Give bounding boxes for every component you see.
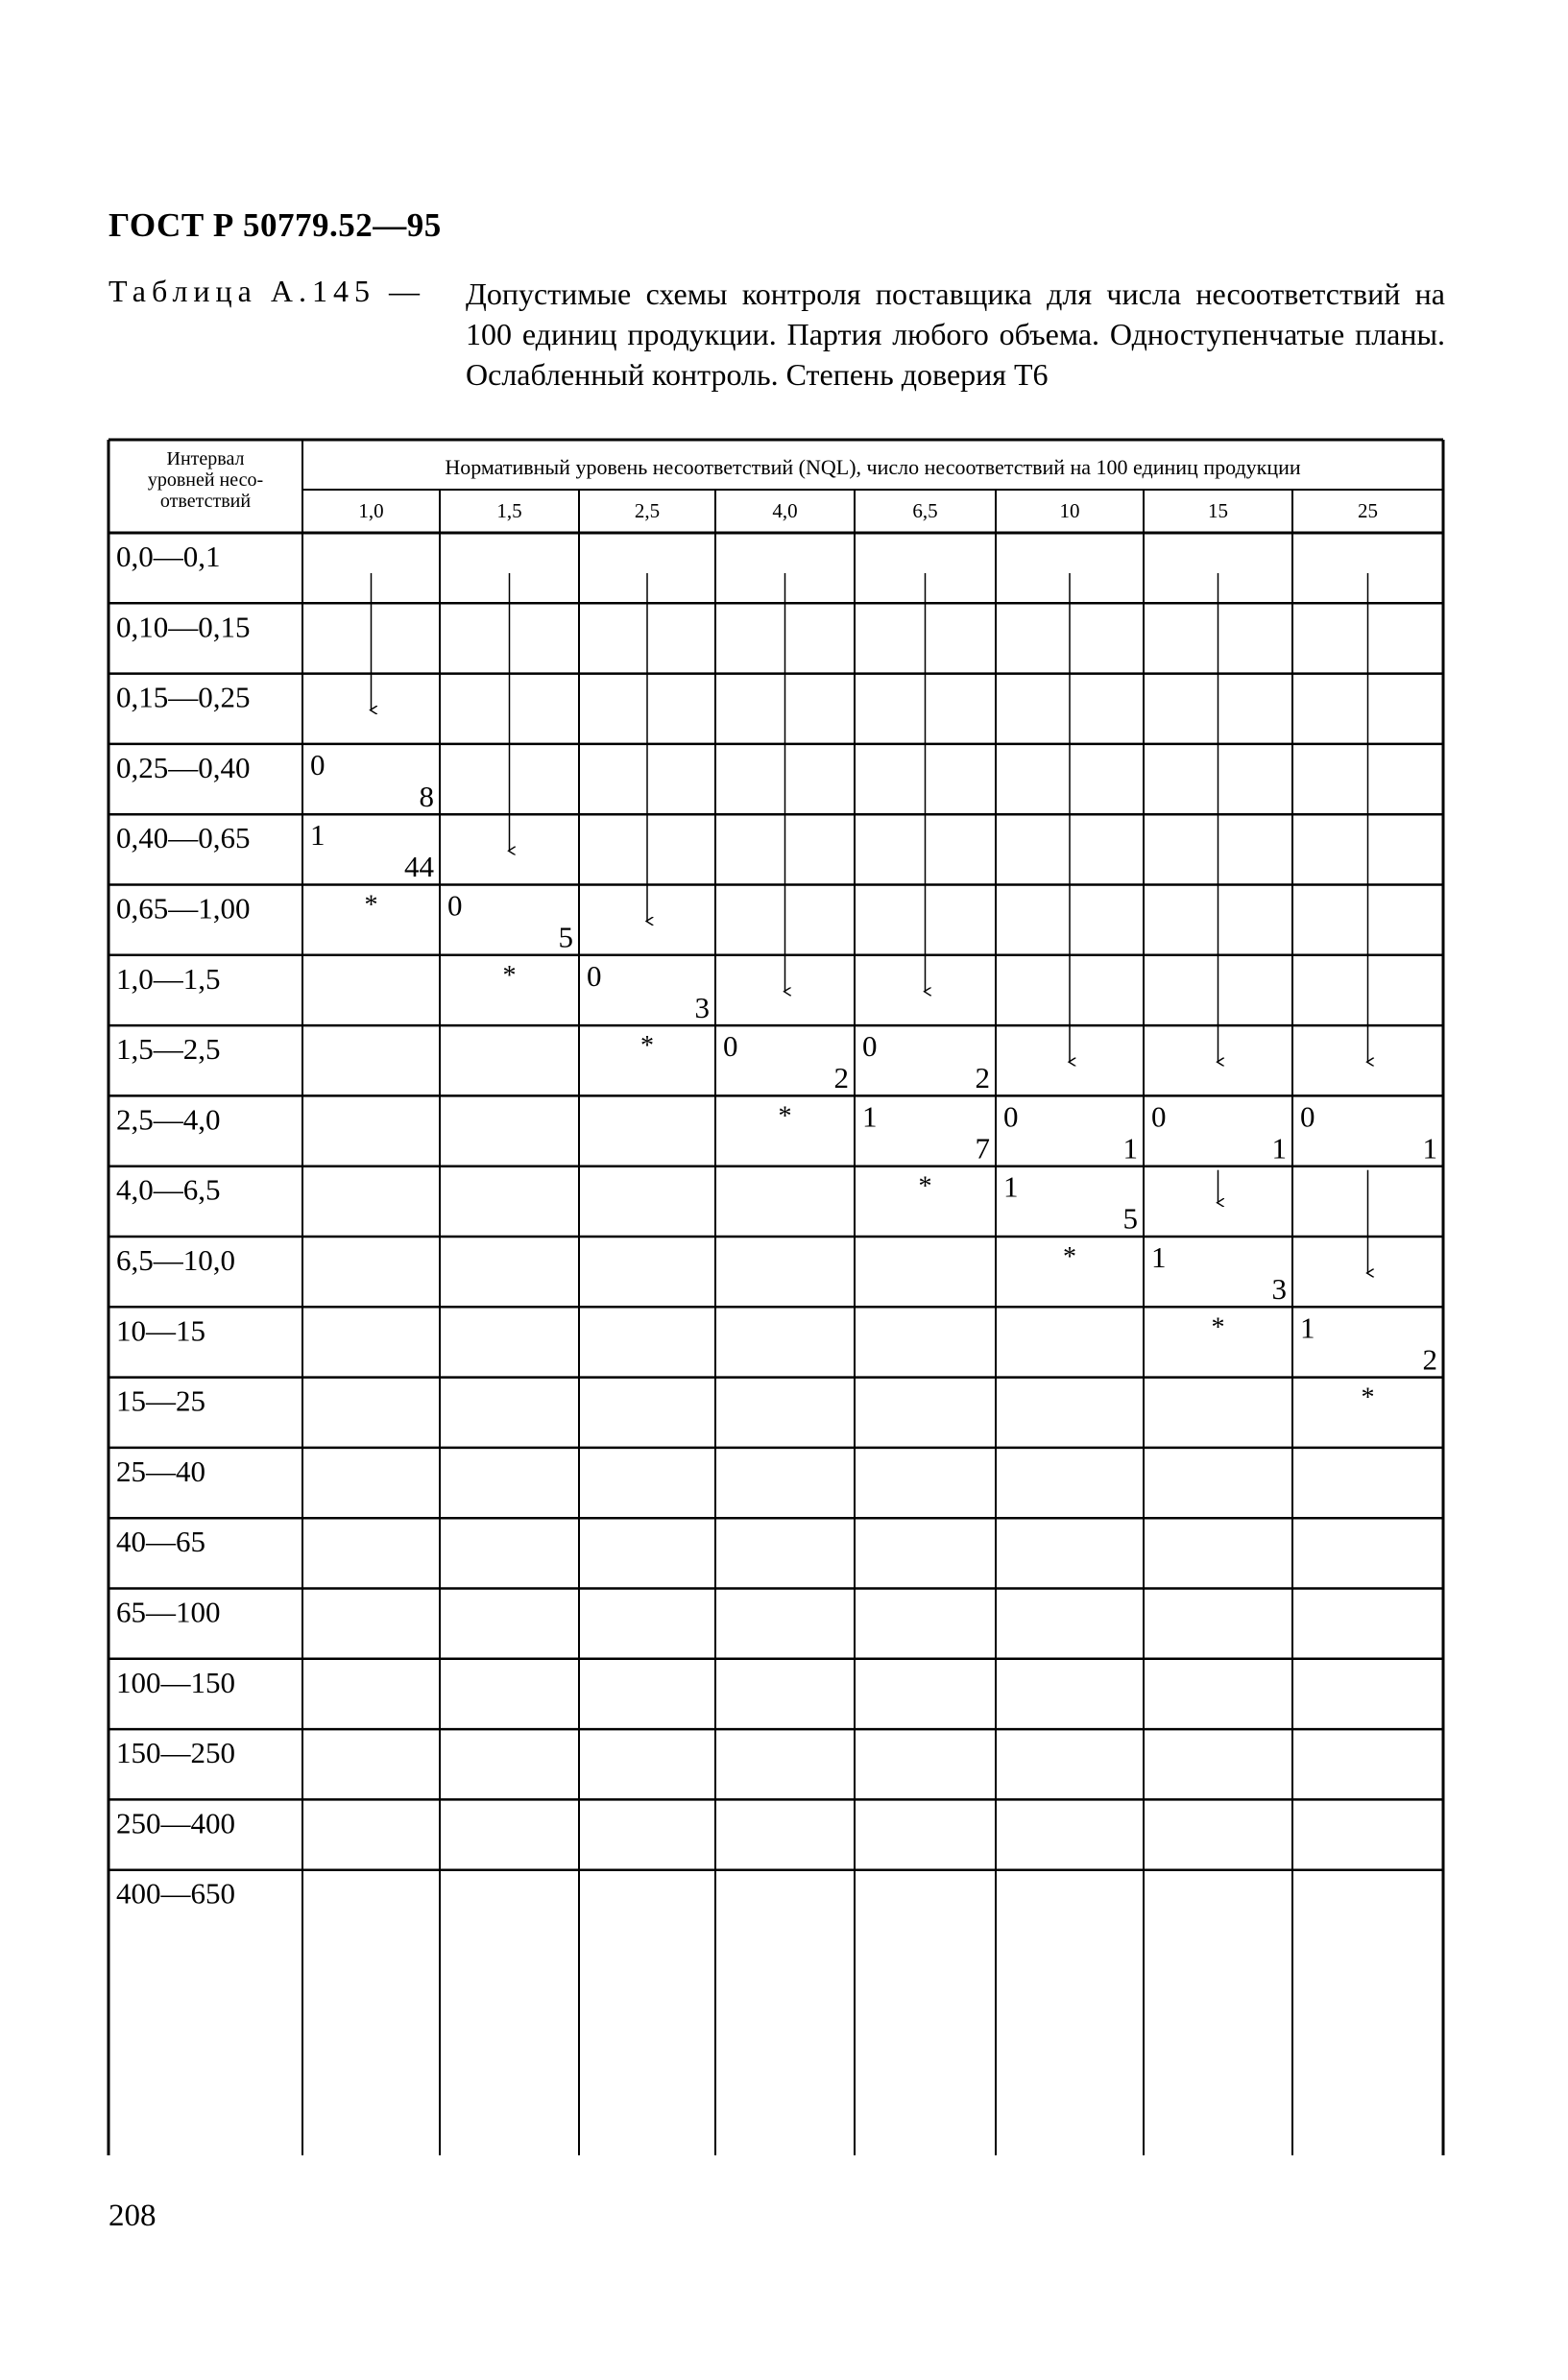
column-header-7: 25: [1358, 499, 1378, 522]
no-plan-marker: *: [918, 1171, 932, 1202]
acceptance-number: 1: [862, 1099, 878, 1134]
table-content: [116, 448, 1437, 1911]
acceptance-number: 1: [310, 818, 326, 853]
col-group-header: Нормативный уровень несоответствий (NQL), число несоответствий на 100 единиц продукции: [445, 455, 1301, 479]
sample-size: 44: [404, 850, 434, 884]
row-label: 150—250: [116, 1736, 235, 1770]
row-label: 0,40—0,65: [116, 821, 251, 855]
sample-size: 7: [975, 1131, 990, 1166]
column-header-1: 1,5: [496, 499, 522, 522]
row-label: 0,25—0,40: [116, 750, 251, 784]
no-plan-marker: *: [1211, 1312, 1225, 1343]
sample-size: 3: [694, 990, 710, 1024]
sample-size: 1: [1271, 1131, 1287, 1166]
table-caption-label: Таблица А.145 —: [109, 274, 425, 308]
row-label: 65—100: [116, 1595, 221, 1629]
row-label: 100—150: [116, 1665, 235, 1699]
table-grid: [109, 440, 1443, 2155]
acceptance-number: 0: [1151, 1099, 1167, 1134]
sample-size: 1: [1122, 1131, 1138, 1166]
acceptance-number: 1: [1300, 1310, 1315, 1345]
sample-size: 1: [1422, 1131, 1437, 1166]
acceptance-number: 0: [310, 747, 326, 781]
row-header-text: уровней несо-: [147, 469, 264, 491]
sample-size: 2: [833, 1061, 849, 1095]
acceptance-number: 0: [587, 958, 602, 993]
row-label: 4,0—6,5: [116, 1172, 221, 1207]
row-label: 1,5—2,5: [116, 1032, 221, 1067]
acceptance-number: 0: [1003, 1099, 1019, 1134]
sample-size: 5: [558, 920, 573, 954]
column-header-3: 4,0: [772, 499, 798, 522]
column-header-2: 2,5: [634, 499, 661, 522]
acceptance-number: 0: [862, 1029, 878, 1064]
row-label: 0,15—0,25: [116, 680, 251, 714]
table-caption-text: Допустимые схемы контроля поставщика для числа несоответствий на 100 единиц продукции. Партия любого объема. Одноступенчатые планы. Ослабленный контроль. Степень доверия Т6: [466, 276, 1445, 392]
no-plan-marker: *: [502, 960, 517, 991]
sample-size: 5: [1122, 1201, 1138, 1236]
row-label: 250—400: [116, 1806, 235, 1840]
row-label: 25—40: [116, 1454, 205, 1488]
acceptance-number: 1: [1151, 1240, 1167, 1274]
no-plan-marker: *: [364, 890, 378, 921]
row-label: 10—15: [116, 1313, 205, 1348]
sample-size: 3: [1271, 1272, 1287, 1306]
sample-size: 2: [1422, 1342, 1437, 1377]
row-label: 15—25: [116, 1383, 205, 1418]
page-number: 208: [109, 2199, 157, 2233]
no-plan-marker: *: [640, 1031, 654, 1062]
column-header-4: 6,5: [912, 499, 938, 522]
column-header-6: 15: [1208, 499, 1228, 522]
acceptance-number: 1: [1003, 1169, 1019, 1204]
document-code: ГОСТ Р 50779.52—95: [109, 206, 442, 244]
row-label: 6,5—10,0: [116, 1243, 235, 1277]
row-label: 2,5—4,0: [116, 1102, 221, 1137]
row-label: 40—65: [116, 1525, 205, 1559]
sample-size: 8: [419, 779, 434, 813]
no-plan-marker: *: [1361, 1382, 1375, 1413]
row-label: 0,65—1,00: [116, 891, 251, 926]
acceptance-number: 0: [447, 888, 463, 923]
column-header-5: 10: [1059, 499, 1080, 522]
acceptance-number: 0: [723, 1029, 738, 1064]
row-label: 0,0—0,1: [116, 540, 221, 573]
acceptance-number: 0: [1300, 1099, 1315, 1134]
no-plan-marker: *: [1063, 1242, 1076, 1272]
row-label: 1,0—1,5: [116, 961, 221, 996]
sample-size: 2: [975, 1061, 990, 1095]
row-header-text: ответствий: [159, 491, 252, 512]
row-label: 400—650: [116, 1876, 235, 1911]
column-header-0: 1,0: [358, 499, 384, 522]
no-plan-marker: *: [778, 1101, 792, 1132]
row-label: 0,10—0,15: [116, 610, 251, 644]
row-header-text: Интервал: [166, 448, 245, 469]
